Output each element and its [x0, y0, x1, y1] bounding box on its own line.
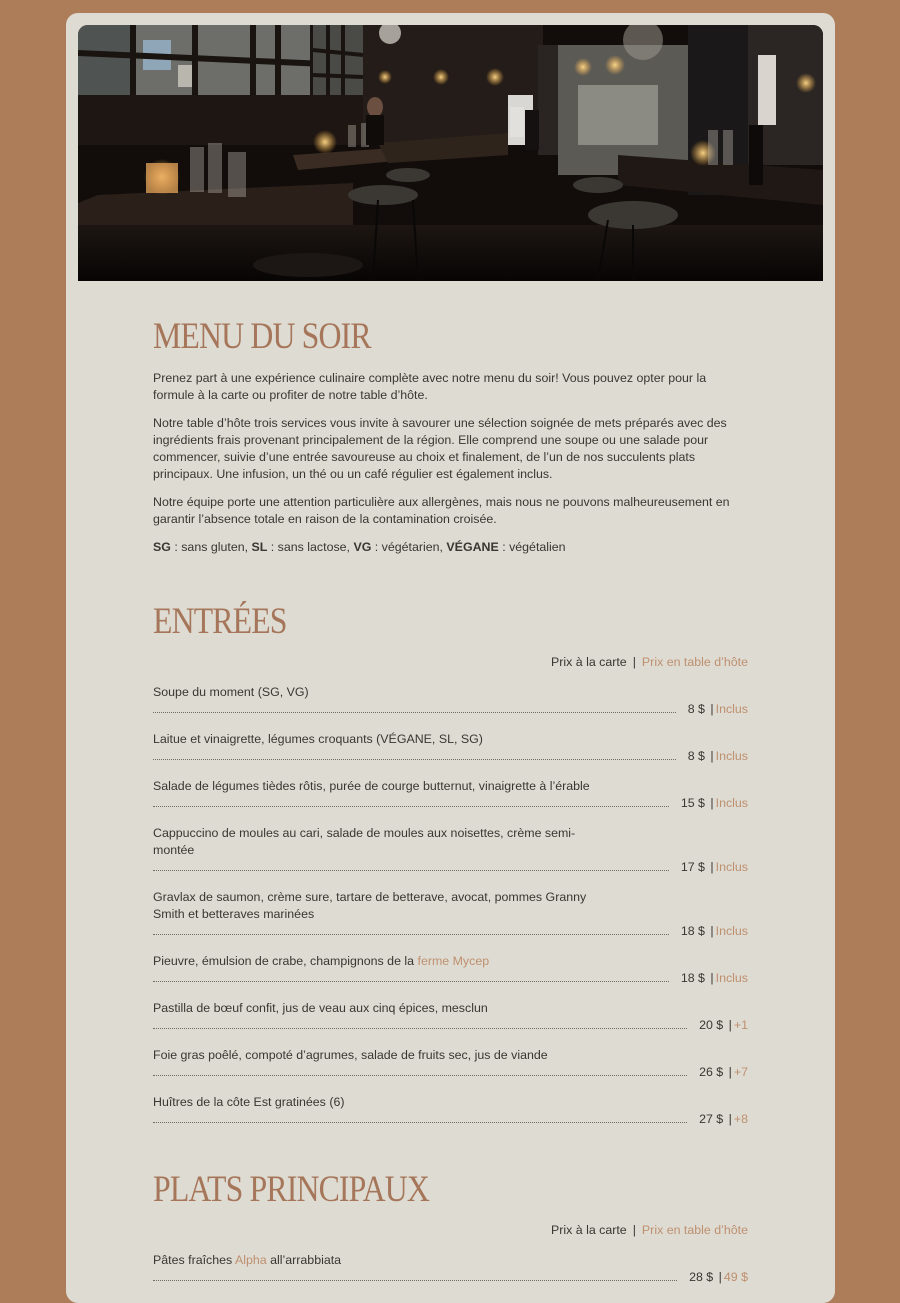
item-name	[153, 1252, 613, 1269]
legend-code-vg: VG	[353, 540, 372, 554]
dotted-leader	[153, 934, 669, 935]
diet-legend	[153, 539, 748, 556]
dotted-leader	[153, 806, 669, 807]
price-separator: |	[728, 1112, 732, 1126]
item-name: Laitue et vinaigrette, légumes croquants (VÉGANE, SL, SG)	[153, 732, 483, 746]
dotted-leader	[153, 1075, 687, 1076]
item-price	[688, 701, 748, 718]
intro-paragraph: Prenez part à une expérience culinaire complète avec notre menu du soir! Vous pouvez opter pour la formule à la carte ou profiter de notre table d’hôte.	[153, 371, 707, 402]
item-price	[681, 795, 748, 812]
tdh-price: Inclus	[715, 860, 748, 874]
item-name: Soupe du moment (SG, VG)	[153, 685, 309, 699]
item-name: Pastilla de bœuf confit, jus de veau aux cinq épices, mesclun	[153, 1001, 488, 1015]
price-separator: |	[728, 1018, 732, 1032]
carte-price: 18 $	[680, 924, 705, 938]
item-price	[681, 970, 748, 987]
item-name: Huîtres de la côte Est gratinées (6)	[153, 1095, 345, 1109]
carte-price: 28 $	[689, 1270, 714, 1284]
menu-title: MENU DU SOIR	[153, 316, 371, 357]
tdh-price: Inclus	[715, 971, 748, 985]
carte-price: 15 $	[680, 796, 705, 810]
menu-item	[153, 889, 748, 940]
item-name: Gravlax de saumon, crème sure, tartare de betterave, avocat, pommes Granny Smith et betteraves marinées	[153, 890, 587, 921]
dotted-leader	[153, 870, 669, 871]
dotted-leader	[153, 759, 676, 760]
tdh-price: 49 $	[723, 1270, 748, 1284]
legend-code-sg: SG	[153, 540, 171, 554]
item-price	[699, 1111, 748, 1128]
menu-item	[153, 1252, 748, 1286]
price-separator: |	[718, 1270, 722, 1284]
carte-price: 8 $	[687, 749, 705, 763]
item-name: Salade de légumes tièdes rôtis, purée de courge butternut, vinaigrette à l’érable	[153, 779, 590, 793]
alpha-link[interactable]: Alpha	[234, 1253, 267, 1267]
price-separator: |	[710, 796, 714, 810]
section-entrees	[153, 598, 748, 1128]
section-plats-principaux	[153, 1166, 748, 1286]
legend-meaning-sg: : sans gluten,	[170, 540, 252, 554]
item-name-text: all’arrabbiata	[266, 1253, 342, 1267]
item-name-text: Pieuvre, émulsion de crabe, champignons de la	[153, 954, 418, 968]
section-title-entrees: ENTRÉES	[153, 601, 287, 642]
item-price	[699, 1017, 748, 1034]
menu-item	[153, 684, 748, 718]
item-name: Cappuccino de moules au cari, salade de moules aux noisettes, crème semi-montée	[153, 826, 576, 857]
menu-item	[153, 1047, 748, 1081]
legend-meaning-vegane: : végétalien	[498, 540, 566, 554]
menu-item	[153, 953, 748, 987]
price-separator: |	[710, 749, 714, 763]
tdh-price: +1	[733, 1018, 748, 1032]
carte-price: 20 $	[699, 1018, 724, 1032]
header-separator: |	[632, 1223, 636, 1237]
price-column-header	[153, 1222, 748, 1239]
tdh-price: Inclus	[715, 749, 748, 763]
item-price	[699, 1064, 748, 1081]
item-name	[153, 953, 613, 970]
header-carte-price: Prix à la carte	[550, 1223, 627, 1237]
carte-price: 8 $	[687, 702, 705, 716]
tdh-price: +8	[733, 1112, 748, 1126]
dotted-leader	[153, 1280, 677, 1281]
legend-meaning-vg: : végétarien,	[371, 540, 447, 554]
price-separator: |	[710, 702, 714, 716]
menu-item	[153, 1000, 748, 1034]
carte-price: 26 $	[699, 1065, 724, 1079]
dotted-leader	[153, 1122, 687, 1123]
restaurant-hero-image	[78, 25, 823, 281]
menu-item	[153, 825, 748, 876]
item-price	[681, 923, 748, 940]
menu-content	[153, 313, 748, 1286]
header-separator: |	[632, 655, 636, 669]
item-name-text: Pâtes fraîches	[153, 1253, 235, 1267]
item-name: Foie gras poêlé, compoté d’agrumes, salade de fruits sec, jus de viande	[153, 1048, 548, 1062]
item-price	[689, 1269, 748, 1286]
tdh-price: Inclus	[715, 796, 748, 810]
header-carte-price: Prix à la carte	[550, 655, 627, 669]
tdh-price: +7	[733, 1065, 748, 1079]
menu-card	[66, 13, 835, 1303]
price-separator: |	[710, 860, 714, 874]
price-separator: |	[728, 1065, 732, 1079]
restaurant-photo	[78, 25, 823, 281]
dotted-leader	[153, 712, 676, 713]
allergen-paragraph: Notre équipe porte une attention particulière aux allergènes, mais nous ne pouvons malheureusement en garantir l’absence totale en raison de la contamination croisée.	[153, 495, 730, 526]
carte-price: 27 $	[699, 1112, 724, 1126]
item-price	[681, 859, 748, 876]
menu-item	[153, 1094, 748, 1128]
section-title-plats-principaux: PLATS PRINCIPAUX	[153, 1169, 429, 1210]
price-column-header	[153, 654, 748, 671]
tdh-price: Inclus	[715, 924, 748, 938]
header-tdh-price: Prix en table d’hôte	[641, 655, 748, 669]
legend-meaning-sl: : sans lactose,	[267, 540, 354, 554]
menu-item	[153, 731, 748, 765]
item-price	[688, 748, 748, 765]
header-tdh-price: Prix en table d’hôte	[641, 1223, 748, 1237]
carte-price: 18 $	[680, 971, 705, 985]
price-separator: |	[710, 971, 714, 985]
legend-code-sl: SL	[251, 540, 268, 554]
legend-code-vegane: VÉGANE	[446, 540, 499, 554]
ferme-mycep-link[interactable]: ferme Mycep	[417, 954, 490, 968]
dotted-leader	[153, 1028, 687, 1029]
tdh-price: Inclus	[715, 702, 748, 716]
table-dhote-paragraph: Notre table d’hôte trois services vous invite à savourer une sélection soignée de mets préparés avec des ingrédients frais provenant principalement de la région. Elle comprend une soupe ou une salade pour commencer, suivie d’une entrée savoureuse au choix et finalement, de l’un de nos succulents plats principaux. Une infusion, un thé ou un café régulier est également inclus.	[153, 416, 727, 481]
price-separator: |	[710, 924, 714, 938]
dotted-leader	[153, 981, 669, 982]
menu-item	[153, 778, 748, 812]
carte-price: 17 $	[680, 860, 705, 874]
